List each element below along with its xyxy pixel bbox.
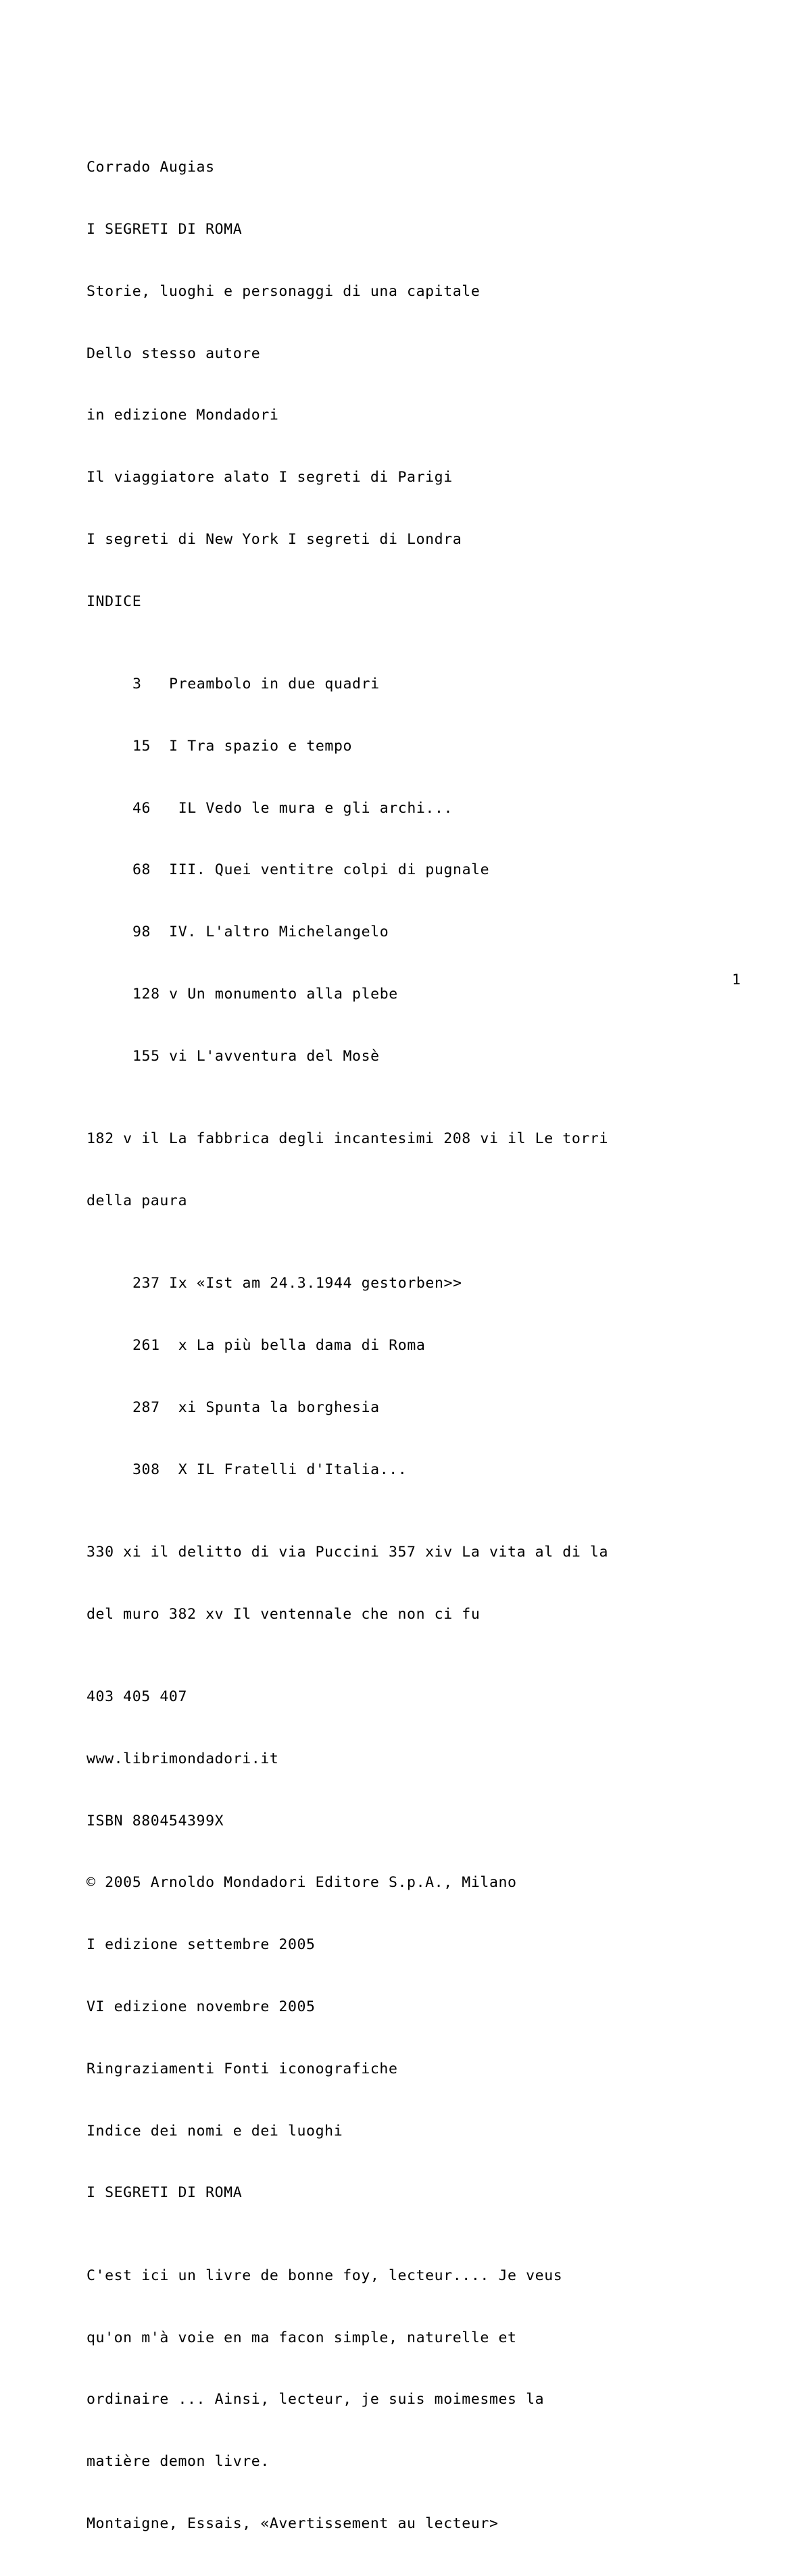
- toc-entry-wrapped-cont: della paura: [87, 1192, 187, 1209]
- back-matter-line-1: Ringraziamenti Fonti iconografiche: [87, 2060, 398, 2077]
- toc-entry-wrapped-cont: del muro 382 xv Il ventennale che non ci fu: [87, 1605, 481, 1623]
- epigraph-line: matière demon livre.: [87, 2453, 270, 2471]
- epigraph-source: Montaigne, Essais, «Avertissement au lecteur>: [87, 2515, 499, 2532]
- website-line: www.librimondadori.it: [87, 1750, 279, 1767]
- toc-entry: 15 I Tra spazio e tempo: [132, 737, 353, 755]
- toc-entry: 237 Ix «Ist am 24.3.1944 gestorben>>: [132, 1275, 462, 1292]
- copyright-line: © 2005 Arnoldo Mondadori Editore S.p.A., Milano: [87, 1874, 517, 1892]
- toc-entry: 155 vi L'avventura del Mosè: [132, 1047, 380, 1065]
- title-line: I SEGRETI DI ROMA: [87, 220, 243, 238]
- epigraph-line: C'est ici un livre de bonne foy, lecteur.... Je veus: [87, 2267, 563, 2284]
- edition-sixth: VI edizione novembre 2005: [87, 1998, 316, 2016]
- toc-entry: 68 III. Quei ventitre colpi di pugnale: [132, 861, 490, 879]
- document-text-body: [87, 116, 729, 2576]
- toc-entry: 98 IV. L'altro Michelangelo: [132, 924, 389, 941]
- author-line: Corrado Augias: [87, 159, 215, 176]
- page-number: 1: [732, 971, 741, 988]
- toc-entry: 128 v Un monumento alla plebe: [132, 985, 398, 1003]
- trailing-numbers: 403 405 407: [87, 1688, 187, 1706]
- other-titles-line-1: Il viaggiatore alato I segreti di Parigi: [87, 469, 453, 486]
- toc-entry: 308 X IL Fratelli d'Italia...: [132, 1461, 408, 1478]
- back-matter-line-2: Indice dei nomi e dei luoghi: [87, 2122, 343, 2140]
- same-author-label: Dello stesso autore: [87, 345, 261, 362]
- title-repeat-line: I SEGRETI DI ROMA: [87, 2184, 243, 2202]
- toc-entry: 3 Preambolo in due quadri: [132, 676, 380, 693]
- toc-entry-wrapped: 330 xi il delitto di via Puccini 357 xiv La vita al di la: [87, 1543, 609, 1561]
- toc-entry: 46 IL Vedo le mura e gli archi...: [132, 799, 453, 817]
- subtitle-line: Storie, luoghi e personaggi di una capitale: [87, 282, 481, 300]
- toc-entry: 287 xi Spunta la borghesia: [132, 1398, 380, 1416]
- epigraph-line: qu'on m'à voie en ma facon simple, naturelle et: [87, 2329, 517, 2346]
- other-titles-line-2: I segreti di New York I segreti di Londra: [87, 530, 462, 548]
- toc-entry: 261 x La più bella dama di Roma: [132, 1337, 426, 1355]
- epigraph-line: ordinaire ... Ainsi, lecteur, je suis moimesmes la: [87, 2391, 545, 2408]
- edition-first: I edizione settembre 2005: [87, 1936, 316, 1954]
- toc-heading: INDICE: [87, 592, 142, 610]
- toc-entry-wrapped: 182 v il La fabbrica degli incantesimi 208 vi il Le torri: [87, 1130, 609, 1148]
- isbn-line: ISBN 880454399X: [87, 1812, 224, 1829]
- edition-label: in edizione Mondadori: [87, 407, 279, 424]
